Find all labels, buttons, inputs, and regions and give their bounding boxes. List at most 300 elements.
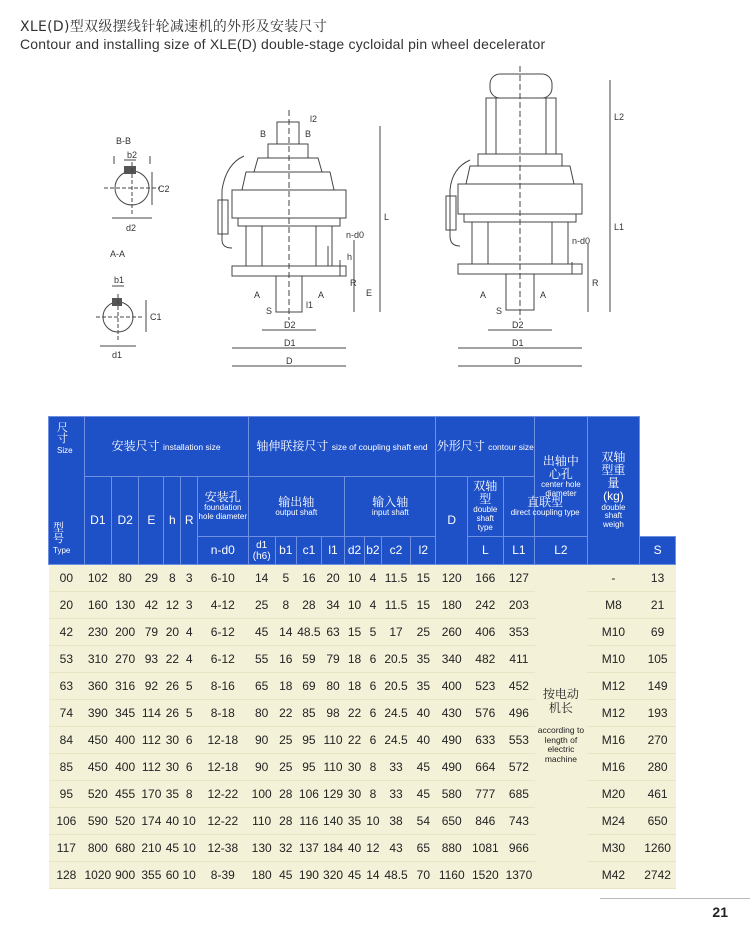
table-cell: 166 [467, 565, 503, 592]
table-cell: 45 [411, 781, 436, 808]
col-d1: d1 (h6) [248, 537, 275, 565]
table-cell: 26 [164, 673, 181, 700]
table-cell: 8 [275, 592, 296, 619]
table-cell: 48.5 [296, 619, 321, 646]
double-shaft-header: 双轴型 double shaft type [467, 477, 503, 537]
table-cell: 35 [411, 673, 436, 700]
col-L1: L1 [503, 537, 535, 565]
table-cell: 170 [139, 781, 164, 808]
col-l2: l2 [411, 537, 436, 565]
coupling-size-header: 轴伸联接尺寸 size of coupling shaft end [248, 417, 436, 477]
table-cell: M16 [587, 754, 640, 781]
label-d2-dim: D2 [284, 320, 296, 330]
table-cell: 553 [503, 727, 535, 754]
table-cell: 580 [436, 781, 468, 808]
table-cell: 40 [411, 727, 436, 754]
table-cell: 4-12 [198, 592, 248, 619]
table-cell: 22 [345, 700, 365, 727]
table-cell: 490 [436, 727, 468, 754]
label-d1-dim: D1 [284, 338, 296, 348]
label-d-dim: D [286, 356, 293, 366]
label-s: S [266, 306, 273, 316]
table-cell: 22 [345, 727, 365, 754]
table-cell: 90 [248, 727, 275, 754]
label-a-right-right: A [540, 290, 547, 300]
table-cell: 45 [275, 862, 296, 889]
col-nd0: n-d0 [198, 537, 248, 565]
table-cell: 14 [248, 565, 275, 592]
table-cell: 5 [181, 700, 198, 727]
table-cell: 35 [164, 781, 181, 808]
col-d2: d2 [345, 537, 365, 565]
table-cell: 160 [84, 592, 111, 619]
table-cell: 6 [181, 754, 198, 781]
table-cell: 6-10 [198, 565, 248, 592]
table-cell: 320 [322, 862, 345, 889]
table-cell: 80 [248, 700, 275, 727]
table-cell: 411 [503, 646, 535, 673]
table-cell: 33 [381, 754, 410, 781]
table-cell: 6-12 [198, 619, 248, 646]
table-cell: 452 [503, 673, 535, 700]
table-cell: 20 [322, 565, 345, 592]
table-cell: 25 [411, 619, 436, 646]
label-b-left: B [260, 129, 267, 139]
table-cell: 38 [381, 808, 410, 835]
table-cell: 79 [139, 619, 164, 646]
table-cell: 10 [181, 835, 198, 862]
table-cell: 846 [467, 808, 503, 835]
table-cell: 685 [503, 781, 535, 808]
col-c1: c1 [296, 537, 321, 565]
l2-note-zh: 按电动机长 [542, 687, 579, 715]
table-cell: 29 [139, 565, 164, 592]
label-a-left: A [254, 290, 261, 300]
table-cell: 10 [345, 565, 365, 592]
foundation-hole-header: 安装孔 foundation hole diameter [198, 477, 248, 537]
table-cell: 20 [49, 592, 85, 619]
table-cell: 18 [275, 673, 296, 700]
table-cell: 18 [345, 646, 365, 673]
table-cell: 15 [411, 565, 436, 592]
table-cell: 406 [467, 619, 503, 646]
table-cell: 22 [164, 646, 181, 673]
table-cell: 523 [467, 673, 503, 700]
table-cell: 14 [365, 862, 382, 889]
label-b1: b1 [114, 275, 125, 285]
table-cell: 69 [640, 619, 676, 646]
table-cell: 461 [640, 781, 676, 808]
table-cell: 26 [164, 700, 181, 727]
table-cell: 310 [84, 646, 111, 673]
label-R: R [350, 278, 357, 288]
table-cell: 95 [296, 754, 321, 781]
table-cell: 127 [503, 565, 535, 592]
table-cell: 242 [467, 592, 503, 619]
table-cell: 30 [345, 781, 365, 808]
table-cell: 280 [640, 754, 676, 781]
label-d1: d1 [112, 350, 123, 360]
label-aa: A-A [110, 249, 126, 259]
label-c2: C2 [158, 184, 170, 194]
table-cell: 180 [436, 592, 468, 619]
table-cell: 48.5 [381, 862, 410, 889]
table-cell: 70 [411, 862, 436, 889]
table-cell: 520 [84, 781, 111, 808]
table-cell: 400 [112, 727, 139, 754]
table-cell: 30 [164, 727, 181, 754]
table-cell: 8-16 [198, 673, 248, 700]
label-d-right: D [514, 356, 521, 366]
table-cell: 79 [322, 646, 345, 673]
table-cell: 63 [49, 673, 85, 700]
page-title-chinese: XLE(D)型双级摆线针轮减速机的外形及安装尺寸 [20, 19, 328, 35]
size-type-header: 尺寸 Size 型号 Type [49, 417, 85, 565]
table-cell: 84 [49, 727, 85, 754]
col-D1: D1 [84, 477, 111, 565]
table-cell: 12 [164, 592, 181, 619]
label-s-right: S [496, 306, 503, 316]
table-cell: 6 [365, 700, 382, 727]
table-cell: 455 [112, 781, 139, 808]
table-cell: 69 [296, 673, 321, 700]
table-cell: 105 [640, 646, 676, 673]
table-cell: 54 [411, 808, 436, 835]
table-cell: 6 [181, 727, 198, 754]
table-cell: 6 [365, 646, 382, 673]
table-cell: 650 [436, 808, 468, 835]
table-cell: 496 [503, 700, 535, 727]
table-cell: 28 [275, 781, 296, 808]
label-bb: B-B [116, 136, 132, 146]
center-hole-header: 出轴中心孔 center hole diameter [535, 417, 588, 537]
col-D2: D2 [112, 477, 139, 565]
table-cell: 18 [345, 673, 365, 700]
col-R: R [181, 477, 198, 565]
table-cell: 360 [84, 673, 111, 700]
table-cell: 680 [112, 835, 139, 862]
table-cell: 900 [112, 862, 139, 889]
table-cell: 1370 [503, 862, 535, 889]
label-d1-right: D1 [512, 338, 524, 348]
table-row [49, 565, 676, 592]
table-cell: 92 [139, 673, 164, 700]
table-cell: 53 [49, 646, 85, 673]
table-cell: 130 [112, 592, 139, 619]
table-cell: 450 [84, 754, 111, 781]
table-cell: 40 [345, 835, 365, 862]
table-cell: 664 [467, 754, 503, 781]
table-cell: 43 [381, 835, 410, 862]
table-cell: M30 [587, 835, 640, 862]
table-cell: 12-38 [198, 835, 248, 862]
l2-note-en: according to length of electric machine [537, 724, 585, 765]
table-cell: 30 [164, 754, 181, 781]
table-cell: 12-22 [198, 808, 248, 835]
table-cell: 24.5 [381, 700, 410, 727]
table-cell: 316 [112, 673, 139, 700]
table-cell: 110 [322, 727, 345, 754]
table-cell: 4 [181, 646, 198, 673]
table-cell: 5 [275, 565, 296, 592]
table-cell: 20.5 [381, 646, 410, 673]
table-cell: 6-12 [198, 646, 248, 673]
table-cell: M10 [587, 619, 640, 646]
table-cell: 8-39 [198, 862, 248, 889]
table-cell: 8 [181, 781, 198, 808]
table-cell: 15 [411, 592, 436, 619]
table-cell: 114 [139, 700, 164, 727]
label-b2: b2 [127, 150, 138, 160]
table-cell: 482 [467, 646, 503, 673]
table-cell: 16 [275, 646, 296, 673]
table-cell: 430 [436, 700, 468, 727]
col-l1: l1 [322, 537, 345, 565]
table-cell: 45 [164, 835, 181, 862]
table-cell: 345 [112, 700, 139, 727]
table-cell: 33 [381, 781, 410, 808]
table-cell: 520 [112, 808, 139, 835]
table-cell: 10 [345, 592, 365, 619]
table-cell: M8 [587, 592, 640, 619]
table-cell: 8-18 [198, 700, 248, 727]
label-b-right: B [305, 129, 312, 139]
table-cell: 25 [248, 592, 275, 619]
table-cell: 80 [322, 673, 345, 700]
table-cell: 3 [181, 565, 198, 592]
label-a-left-right: A [480, 290, 487, 300]
table-cell: 15 [345, 619, 365, 646]
table-cell: 2742 [640, 862, 676, 889]
label-d2: d2 [126, 223, 137, 233]
table-cell: 650 [640, 808, 676, 835]
table-cell: 355 [139, 862, 164, 889]
table-cell: 45 [248, 619, 275, 646]
contour-size-header: 外形尺寸 contour size [436, 417, 535, 477]
table-cell: 590 [84, 808, 111, 835]
table-cell: 112 [139, 727, 164, 754]
table-cell: 90 [248, 754, 275, 781]
table-cell: 390 [84, 700, 111, 727]
table-cell: 10 [181, 808, 198, 835]
table-cell: 4 [365, 565, 382, 592]
table-cell: 11.5 [381, 592, 410, 619]
label-l1: l1 [306, 300, 314, 310]
table-cell: - [587, 565, 640, 592]
col-h: h [164, 477, 181, 565]
weight-header: 双轴型重量(kg) double shaft weigh [587, 417, 640, 565]
table-cell: 110 [248, 808, 275, 835]
col-E: E [139, 477, 164, 565]
table-cell: 270 [112, 646, 139, 673]
table-cell: 12 [365, 835, 382, 862]
l2-note-cell [535, 565, 588, 889]
label-c1: C1 [150, 312, 162, 322]
table-cell: 137 [296, 835, 321, 862]
label-a-right: A [318, 290, 325, 300]
table-cell: 116 [296, 808, 321, 835]
table-cell: 1020 [84, 862, 111, 889]
table-cell: M10 [587, 646, 640, 673]
table-cell: 353 [503, 619, 535, 646]
table-cell: 28 [296, 592, 321, 619]
table-cell: 22 [275, 700, 296, 727]
label-nd0: n-d0 [346, 230, 365, 240]
table-cell: 777 [467, 781, 503, 808]
table-cell: 6 [365, 727, 382, 754]
table-cell: 129 [322, 781, 345, 808]
table-cell: 4 [181, 619, 198, 646]
table-cell: 6 [365, 673, 382, 700]
table-cell: 174 [139, 808, 164, 835]
table-cell: 110 [322, 754, 345, 781]
table-cell: 490 [436, 754, 468, 781]
table-cell: 80 [112, 565, 139, 592]
table-cell: 8 [164, 565, 181, 592]
table-cell: 14 [275, 619, 296, 646]
table-cell: 203 [503, 592, 535, 619]
table-cell: 65 [248, 673, 275, 700]
table-cell: 00 [49, 565, 85, 592]
table-cell: 230 [84, 619, 111, 646]
table-cell: 42 [49, 619, 85, 646]
table-cell: 95 [296, 727, 321, 754]
table-cell: 8 [365, 781, 382, 808]
table-cell: 12-22 [198, 781, 248, 808]
table-cell: 8 [365, 754, 382, 781]
col-S: S [640, 537, 676, 565]
table-cell: 25 [275, 754, 296, 781]
table-cell: M12 [587, 673, 640, 700]
table-cell: 85 [296, 700, 321, 727]
label-nd0-right: n-d0 [572, 236, 591, 246]
table-cell: 100 [248, 781, 275, 808]
table-cell: 35 [345, 808, 365, 835]
table-cell: 45 [411, 754, 436, 781]
table-cell: 10 [365, 808, 382, 835]
spec-table [48, 416, 676, 889]
table-cell: 42 [139, 592, 164, 619]
table-cell: M42 [587, 862, 640, 889]
col-L: L [467, 537, 503, 565]
table-cell: 193 [640, 700, 676, 727]
table-cell: 13 [640, 565, 676, 592]
table-cell: 450 [84, 727, 111, 754]
table-cell: 576 [467, 700, 503, 727]
table-cell: 743 [503, 808, 535, 835]
table-cell: 260 [436, 619, 468, 646]
table-cell: 5 [365, 619, 382, 646]
table-cell: 25 [275, 727, 296, 754]
table-cell: 5 [181, 673, 198, 700]
table-cell: 34 [322, 592, 345, 619]
installation-size-header: 安装尺寸 installation size [84, 417, 248, 477]
table-cell: 30 [345, 754, 365, 781]
col-D: D [436, 477, 468, 565]
table-cell: 180 [248, 862, 275, 889]
direct-coupling-header: 直联型 direct coupling type [503, 477, 587, 537]
table-cell: 3 [181, 592, 198, 619]
table-cell: 63 [322, 619, 345, 646]
col-L2: L2 [535, 537, 588, 565]
table-cell: 184 [322, 835, 345, 862]
table-cell: 112 [139, 754, 164, 781]
table-cell: 95 [49, 781, 85, 808]
footer-rule [600, 898, 750, 899]
table-cell: 11.5 [381, 565, 410, 592]
table-cell: 102 [84, 565, 111, 592]
table-cell: 400 [112, 754, 139, 781]
table-cell: M12 [587, 700, 640, 727]
label-E: E [366, 288, 373, 298]
table-cell: 98 [322, 700, 345, 727]
table-cell: 880 [436, 835, 468, 862]
table-cell: 55 [248, 646, 275, 673]
table-cell: 190 [296, 862, 321, 889]
page-number: 21 [712, 904, 728, 920]
table-cell: 149 [640, 673, 676, 700]
label-L: L [384, 212, 390, 222]
table-cell: 340 [436, 646, 468, 673]
col-b2: b2 [365, 537, 382, 565]
table-cell: 1160 [436, 862, 468, 889]
input-shaft-header: 输入轴 input shaft [345, 477, 436, 537]
table-cell: 17 [381, 619, 410, 646]
table-cell: 65 [411, 835, 436, 862]
table-cell: 10 [181, 862, 198, 889]
label-h: h [347, 252, 353, 262]
table-cell: 93 [139, 646, 164, 673]
technical-drawing [0, 60, 750, 405]
table-cell: 74 [49, 700, 85, 727]
table-cell: 45 [345, 862, 365, 889]
table-cell: 120 [436, 565, 468, 592]
table-cell: 4 [365, 592, 382, 619]
label-l2: l2 [310, 114, 318, 124]
label-R-right: R [592, 278, 599, 288]
table-cell: 106 [49, 808, 85, 835]
table-cell: 85 [49, 754, 85, 781]
table-cell: M20 [587, 781, 640, 808]
table-cell: 106 [296, 781, 321, 808]
table-cell: 21 [640, 592, 676, 619]
page-title-english: Contour and installing size of XLE(D) double-stage cycloidal pin wheel decelerator [20, 36, 546, 52]
table-cell: 16 [296, 565, 321, 592]
label-L1: L1 [614, 222, 625, 232]
table-cell: 1520 [467, 862, 503, 889]
col-b1: b1 [275, 537, 296, 565]
table-cell: 210 [139, 835, 164, 862]
table-cell: 140 [322, 808, 345, 835]
output-shaft-header: 输出轴 output shaft [248, 477, 345, 537]
table-cell: 35 [411, 646, 436, 673]
col-c2: c2 [381, 537, 410, 565]
direct-coupling-drawing [446, 66, 610, 366]
table-cell: 59 [296, 646, 321, 673]
table-cell: 20 [164, 619, 181, 646]
table-cell: 200 [112, 619, 139, 646]
table-cell: 12-18 [198, 727, 248, 754]
table-cell: M24 [587, 808, 640, 835]
table-cell: 966 [503, 835, 535, 862]
table-cell: 800 [84, 835, 111, 862]
table-cell: 24.5 [381, 727, 410, 754]
table-cell: 400 [436, 673, 468, 700]
label-L2: L2 [614, 112, 625, 122]
table-cell: 117 [49, 835, 85, 862]
table-cell: 1260 [640, 835, 676, 862]
table-cell: 60 [164, 862, 181, 889]
